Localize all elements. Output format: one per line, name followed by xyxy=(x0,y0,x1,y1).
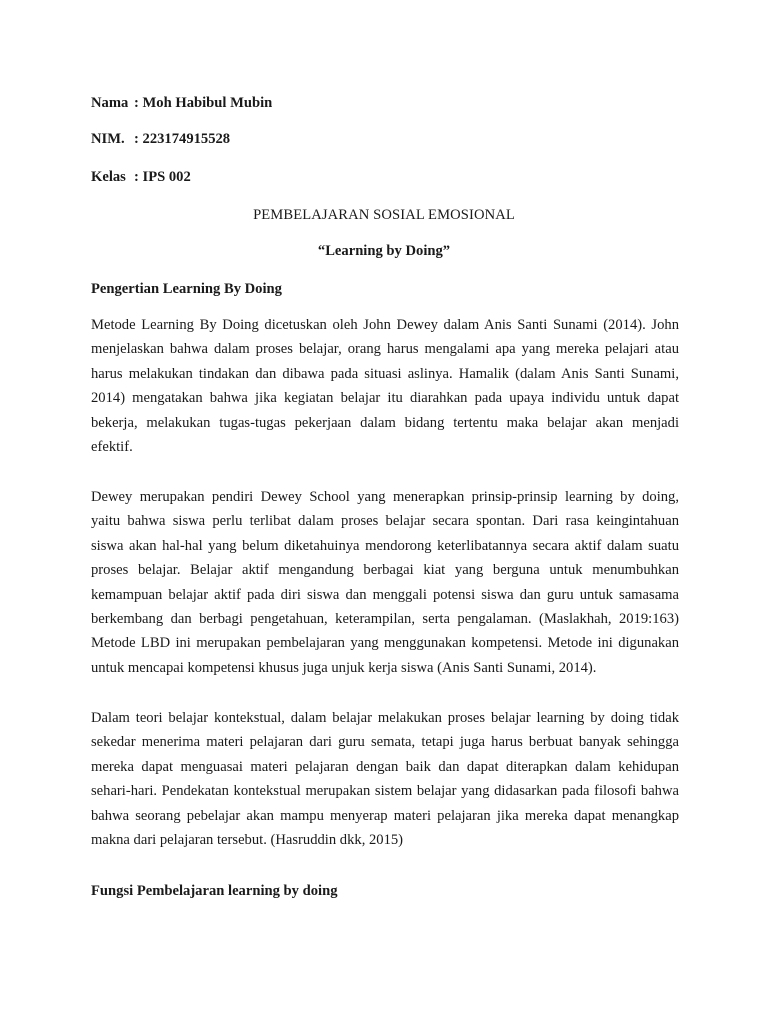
paragraph-line: sehari-hari. Pendekatan kontekstual merupakan sistem belajar yang didasarkan pada filosofi bahwa xyxy=(91,783,679,800)
section-heading-definition: Pengertian Learning By Doing xyxy=(91,281,282,297)
paragraph-line: efektif. xyxy=(91,438,133,455)
paragraph-3 xyxy=(91,706,679,852)
paragraph-1 xyxy=(91,313,679,459)
paragraph-line: makna dari pelajaran tersebut. (Hasruddin dkk, 2015) xyxy=(91,831,404,848)
name-separator: : xyxy=(134,95,139,111)
nim-label: NIM. xyxy=(91,131,125,147)
paragraph-line: Dalam teori belajar kontekstual, dalam belajar melakukan proses belajar learning by doing tidak xyxy=(91,710,679,726)
paragraph-line: menjelaskan bahwa dalam proses belajar, orang harus mengalami apa yang mereka pelajari atau xyxy=(91,341,679,358)
student-nim-row xyxy=(91,130,230,148)
paragraph-line: sekedar menerima materi pelajaran dari guru semata, tetapi juga harus berbuat banyak sehingga xyxy=(91,734,679,751)
paragraph-line: kemampuan belajar aktif pada diri siswa dan menggali potensi siswa dan guru untuk samasama xyxy=(91,586,679,603)
paragraph-line: 2014) mengatakan bahwa jika kegiatan belajar itu diarahkan pada upaya individu untuk dapat xyxy=(91,390,679,407)
section-heading-function: Fungsi Pembelajaran learning by doing xyxy=(91,883,338,899)
student-class-row xyxy=(91,168,191,186)
paragraph-line: berkembang dan berbagi pengetahuan, keterampilan, serta pengalaman. (Maslakhah, 2019:163) xyxy=(91,610,679,627)
paragraph-line: Metode LBD ini merupakan pembelajaran yang menggunakan kompetensi. Metode ini digunakan xyxy=(91,635,679,652)
paragraph-2 xyxy=(91,485,679,680)
nim-separator: : xyxy=(134,131,139,147)
class-separator: : xyxy=(134,169,139,185)
class-value: IPS 002 xyxy=(142,169,191,185)
student-name-row xyxy=(91,94,272,112)
paragraph-line: mereka dapat menguasai materi pelajaran dengan baik dan dapat diterapkan dalam kehidupan xyxy=(91,758,679,775)
paragraph-line: siswa akan hal-hal yang belum diketahuinya mendorong keterlibatannya secara aktif dalam suatu xyxy=(91,537,679,554)
paragraph-line: proses belajar. Belajar aktif mengandung berbagai kiat yang berguna untuk menumbuhkan xyxy=(91,562,679,579)
paragraph-line: harus melakukan tindakan dan dibawa pada situasi aslinya. Hamalik (dalam Anis Santi Sunami, xyxy=(91,365,679,382)
name-value: Moh Habibul Mubin xyxy=(142,95,273,111)
paragraph-line: Metode Learning By Doing dicetuskan oleh John Dewey dalam Anis Santi Sunami (2014). John xyxy=(91,317,679,333)
document-subtitle: “Learning by Doing” xyxy=(317,243,451,259)
class-label: Kelas xyxy=(91,169,126,185)
paragraph-line: bahwa seorang pebelajar akan mampu menyerap materi pelajaran jika mereka dapat menangkap xyxy=(91,807,679,824)
nim-value: 223174915528 xyxy=(142,131,231,147)
paragraph-line: Dewey merupakan pendiri Dewey School yang menerapkan prinsip-prinsip learning by doing, xyxy=(91,489,679,505)
paragraph-line: bekerja, melakukan tugas-tugas pekerjaan dalam bidang tertentu maka belajar akan menjadi xyxy=(91,414,679,431)
document-title: PEMBELAJARAN SOSIAL EMOSIONAL xyxy=(253,207,515,223)
name-label: Nama xyxy=(91,95,129,111)
paragraph-line: untuk mencapai kompetensi khusus juga unjuk kerja siswa (Anis Santi Sunami, 2014). xyxy=(91,659,597,676)
paragraph-line: yaitu bahwa siswa perlu terlibat dalam proses belajar secara spontan. Dari rasa keingintahuan xyxy=(91,513,679,530)
